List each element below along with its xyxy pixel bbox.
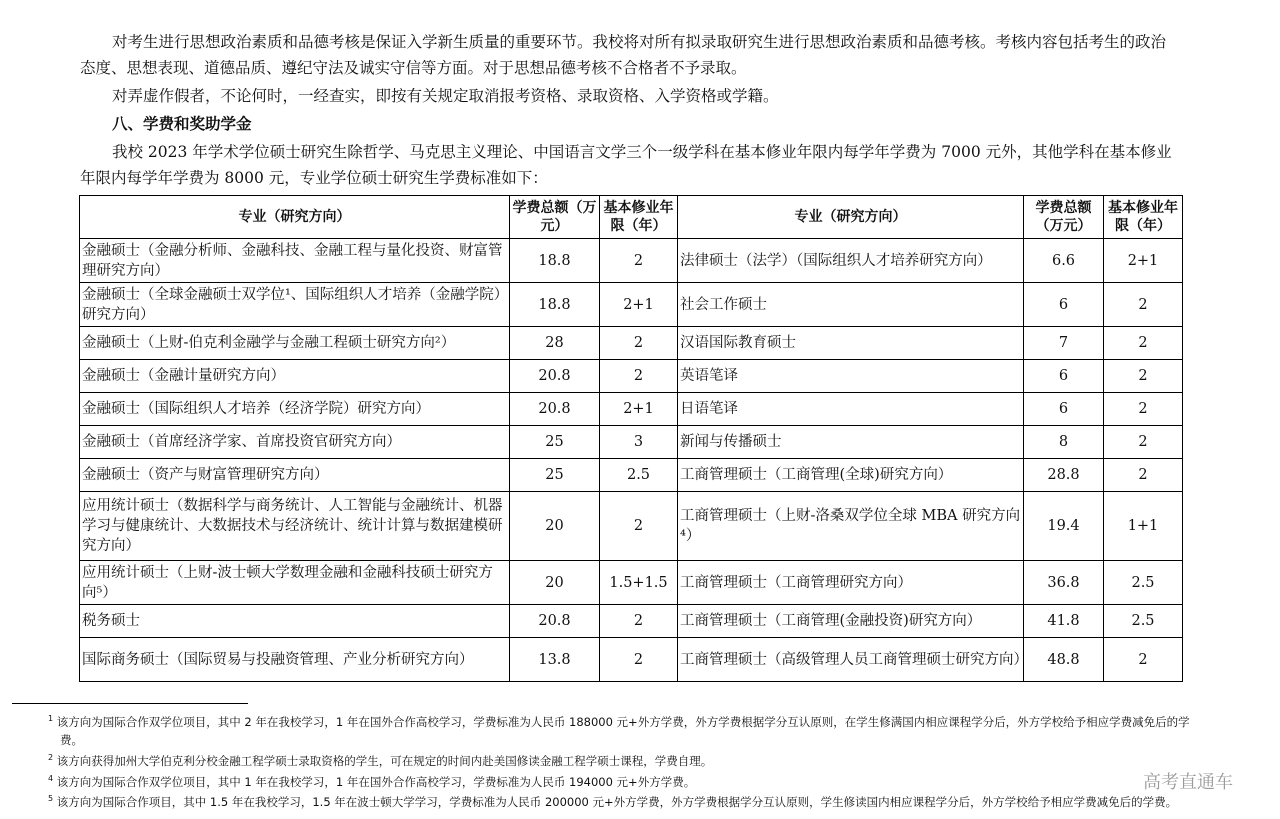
cell-major: 应用统计硕士（上财-波士顿大学数理金融和金融科技硕士研究方向⁵） <box>80 561 510 605</box>
cell-fee: 36.8 <box>1024 561 1104 605</box>
table-row <box>80 459 1183 492</box>
footnote-1 <box>40 710 1190 749</box>
cell-fee: 6.6 <box>1024 239 1104 283</box>
cell-major: 工商管理硕士（工商管理(金融投资)研究方向） <box>678 605 1024 638</box>
table-row <box>80 561 1183 605</box>
cell-years: 2 <box>600 327 678 360</box>
cell-fee: 25 <box>510 459 600 492</box>
table-row <box>80 360 1183 393</box>
cell-major: 税务硕士 <box>80 605 510 638</box>
cell-major: 金融硕士（金融计量研究方向） <box>80 360 510 393</box>
cell-fee: 25 <box>510 426 600 459</box>
cell-fee: 41.8 <box>1024 605 1104 638</box>
cell-fee: 28 <box>510 327 600 360</box>
table-row <box>80 393 1183 426</box>
cell-fee: 18.8 <box>510 283 600 327</box>
cell-years: 2.5 <box>1104 605 1183 638</box>
cell-major: 新闻与传播硕士 <box>678 426 1024 459</box>
cell-fee: 19.4 <box>1024 492 1104 561</box>
cell-fee: 7 <box>1024 327 1104 360</box>
cell-major: 日语笔译 <box>678 393 1024 426</box>
cell-major: 金融硕士（上财-伯克利金融学与金融工程硕士研究方向²） <box>80 327 510 360</box>
table-header-row <box>80 196 1183 239</box>
cell-major: 法律硕士（法学）（国际组织人才培养研究方向） <box>678 239 1024 283</box>
cell-years: 2 <box>1104 426 1183 459</box>
header-years-right: 基本修业年限（年） <box>1104 196 1183 239</box>
cell-fee: 20 <box>510 492 600 561</box>
cell-major: 工商管理硕士（工商管理研究方向） <box>678 561 1024 605</box>
header-years-left: 基本修业年限（年） <box>600 196 678 239</box>
tuition-table <box>79 195 1183 682</box>
footnote-text: 该方向为国际合作双学位项目，其中 2 年在我校学习，1 年在国外合作高校学习，学费标准为人民币 188000 元+外方学费，外方学费根据学分互认原则，在学生修满国内相应课程学分后，外方学校给予相应学费减免后的学费。 <box>56 714 1190 747</box>
paragraph-tuition-intro: 我校 2023 年学术学位硕士研究生除哲学、马克思主义理论、中国语言文学三个一级学科在基本修业年限内每学年学费为 7000 元外，其他学科在基本修业年限内每学年学费为 8000 元，专业学位硕士研究生学费标准如下： <box>80 143 1172 187</box>
cell-years: 2.5 <box>1104 561 1183 605</box>
cell-fee: 13.8 <box>510 638 600 682</box>
header-major-left: 专业（研究方向） <box>80 196 510 239</box>
table-row <box>80 283 1183 327</box>
cell-years: 2.5 <box>600 459 678 492</box>
footnote-text: 该方向为国际合作双学位项目，其中 1 年在我校学习，1 年在国外合作高校学习，学费标准为人民币 194000 元+外方学费。 <box>56 774 696 789</box>
cell-years: 2+1 <box>600 283 678 327</box>
cell-fee: 6 <box>1024 360 1104 393</box>
footnote-5 <box>40 790 1190 811</box>
cell-years: 2 <box>600 638 678 682</box>
cell-fee: 20.8 <box>510 360 600 393</box>
cell-major: 英语笔译 <box>678 360 1024 393</box>
cell-major: 工商管理硕士（上财-洛桑双学位全球 MBA 研究方向⁴） <box>678 492 1024 561</box>
cell-years: 2 <box>600 605 678 638</box>
cell-years: 2 <box>600 360 678 393</box>
cell-years: 2+1 <box>600 393 678 426</box>
cell-fee: 6 <box>1024 393 1104 426</box>
footnote-mark: 2 <box>48 752 54 762</box>
cell-major: 金融硕士（首席经济学家、首席投资官研究方向） <box>80 426 510 459</box>
section-heading: 八、学费和奖助学金 <box>112 115 252 133</box>
header-major-right: 专业（研究方向） <box>678 196 1024 239</box>
footnotes <box>40 710 1190 811</box>
cell-major: 汉语国际教育硕士 <box>678 327 1024 360</box>
cell-years: 2 <box>1104 393 1183 426</box>
footnote-divider <box>12 703 248 704</box>
cell-fee: 20.8 <box>510 605 600 638</box>
cell-fee: 18.8 <box>510 239 600 283</box>
cell-years: 2 <box>1104 638 1183 682</box>
footnote-2 <box>40 749 1190 770</box>
cell-fee: 8 <box>1024 426 1104 459</box>
watermark-text: 高考直通车 <box>1143 772 1233 793</box>
footnote-text: 该方向获得加州大学伯克利分校金融工程学硕士录取资格的学生，可在规定的时间内赴美国修读金融工程学硕士课程，学费自理。 <box>56 753 713 768</box>
cell-fee: 20.8 <box>510 393 600 426</box>
header-fee-right: 学费总额（万元） <box>1024 196 1104 239</box>
footnote-4 <box>40 770 1190 791</box>
cell-fee: 20 <box>510 561 600 605</box>
cell-years: 2 <box>1104 360 1183 393</box>
cell-years: 1+1 <box>1104 492 1183 561</box>
cell-major: 金融硕士（全球金融硕士双学位¹、国际组织人才培养（金融学院）研究方向） <box>80 283 510 327</box>
table-row <box>80 327 1183 360</box>
footnote-text: 该方向为国际合作项目，其中 1.5 年在我校学习，1.5 年在波士顿大学学习，学费标准为人民币 200000 元+外方学费，外方学费根据学分互认原则，学生修读国内相应课程学分后，外方学校给予相应学费减免后的学费。 <box>56 795 1178 810</box>
paragraph-fraud-policy: 对弄虚作假者，不论何时，一经查实，即按有关规定取消报考资格、录取资格、入学资格或学籍。 <box>112 87 779 105</box>
table-row <box>80 426 1183 459</box>
cell-major: 金融硕士（国际组织人才培养（经济学院）研究方向） <box>80 393 510 426</box>
cell-years: 2+1 <box>1104 239 1183 283</box>
paragraph-moral-assessment: 对考生进行思想政治素质和品德考核是保证入学新生质量的重要环节。我校将对所有拟录取研究生进行思想政治素质和品德考核。考核内容包括考生的政治态度、思想表现、道德品质、遵纪守法及诚实守信等方面。对于思想品德考核不合格者不予录取。 <box>80 33 1167 77</box>
table-row <box>80 638 1183 682</box>
table-row <box>80 492 1183 561</box>
footnote-mark: 5 <box>48 794 54 804</box>
cell-years: 2 <box>1104 459 1183 492</box>
cell-major: 金融硕士（金融分析师、金融科技、金融工程与量化投资、财富管理研究方向） <box>80 239 510 283</box>
cell-years: 3 <box>600 426 678 459</box>
footnote-mark: 1 <box>48 714 54 723</box>
table-row <box>80 239 1183 283</box>
cell-years: 2 <box>1104 283 1183 327</box>
cell-major: 应用统计硕士（数据科学与商务统计、人工智能与金融统计、机器学习与健康统计、大数据技术与经济统计、统计计算与数据建模研究方向） <box>80 492 510 561</box>
cell-years: 1.5+1.5 <box>600 561 678 605</box>
cell-major: 工商管理硕士（高级管理人员工商管理硕士研究方向） <box>678 638 1024 682</box>
table-row <box>80 605 1183 638</box>
cell-years: 2 <box>1104 327 1183 360</box>
cell-fee: 48.8 <box>1024 638 1104 682</box>
cell-fee: 6 <box>1024 283 1104 327</box>
cell-years: 2 <box>600 492 678 561</box>
cell-major: 金融硕士（资产与财富管理研究方向） <box>80 459 510 492</box>
footnote-mark: 4 <box>48 773 54 783</box>
cell-years: 2 <box>600 239 678 283</box>
cell-major: 社会工作硕士 <box>678 283 1024 327</box>
cell-major: 国际商务硕士（国际贸易与投融资管理、产业分析研究方向） <box>80 638 510 682</box>
cell-fee: 28.8 <box>1024 459 1104 492</box>
cell-major: 工商管理硕士（工商管理(全球)研究方向） <box>678 459 1024 492</box>
header-fee-left: 学费总额（万元） <box>510 196 600 239</box>
